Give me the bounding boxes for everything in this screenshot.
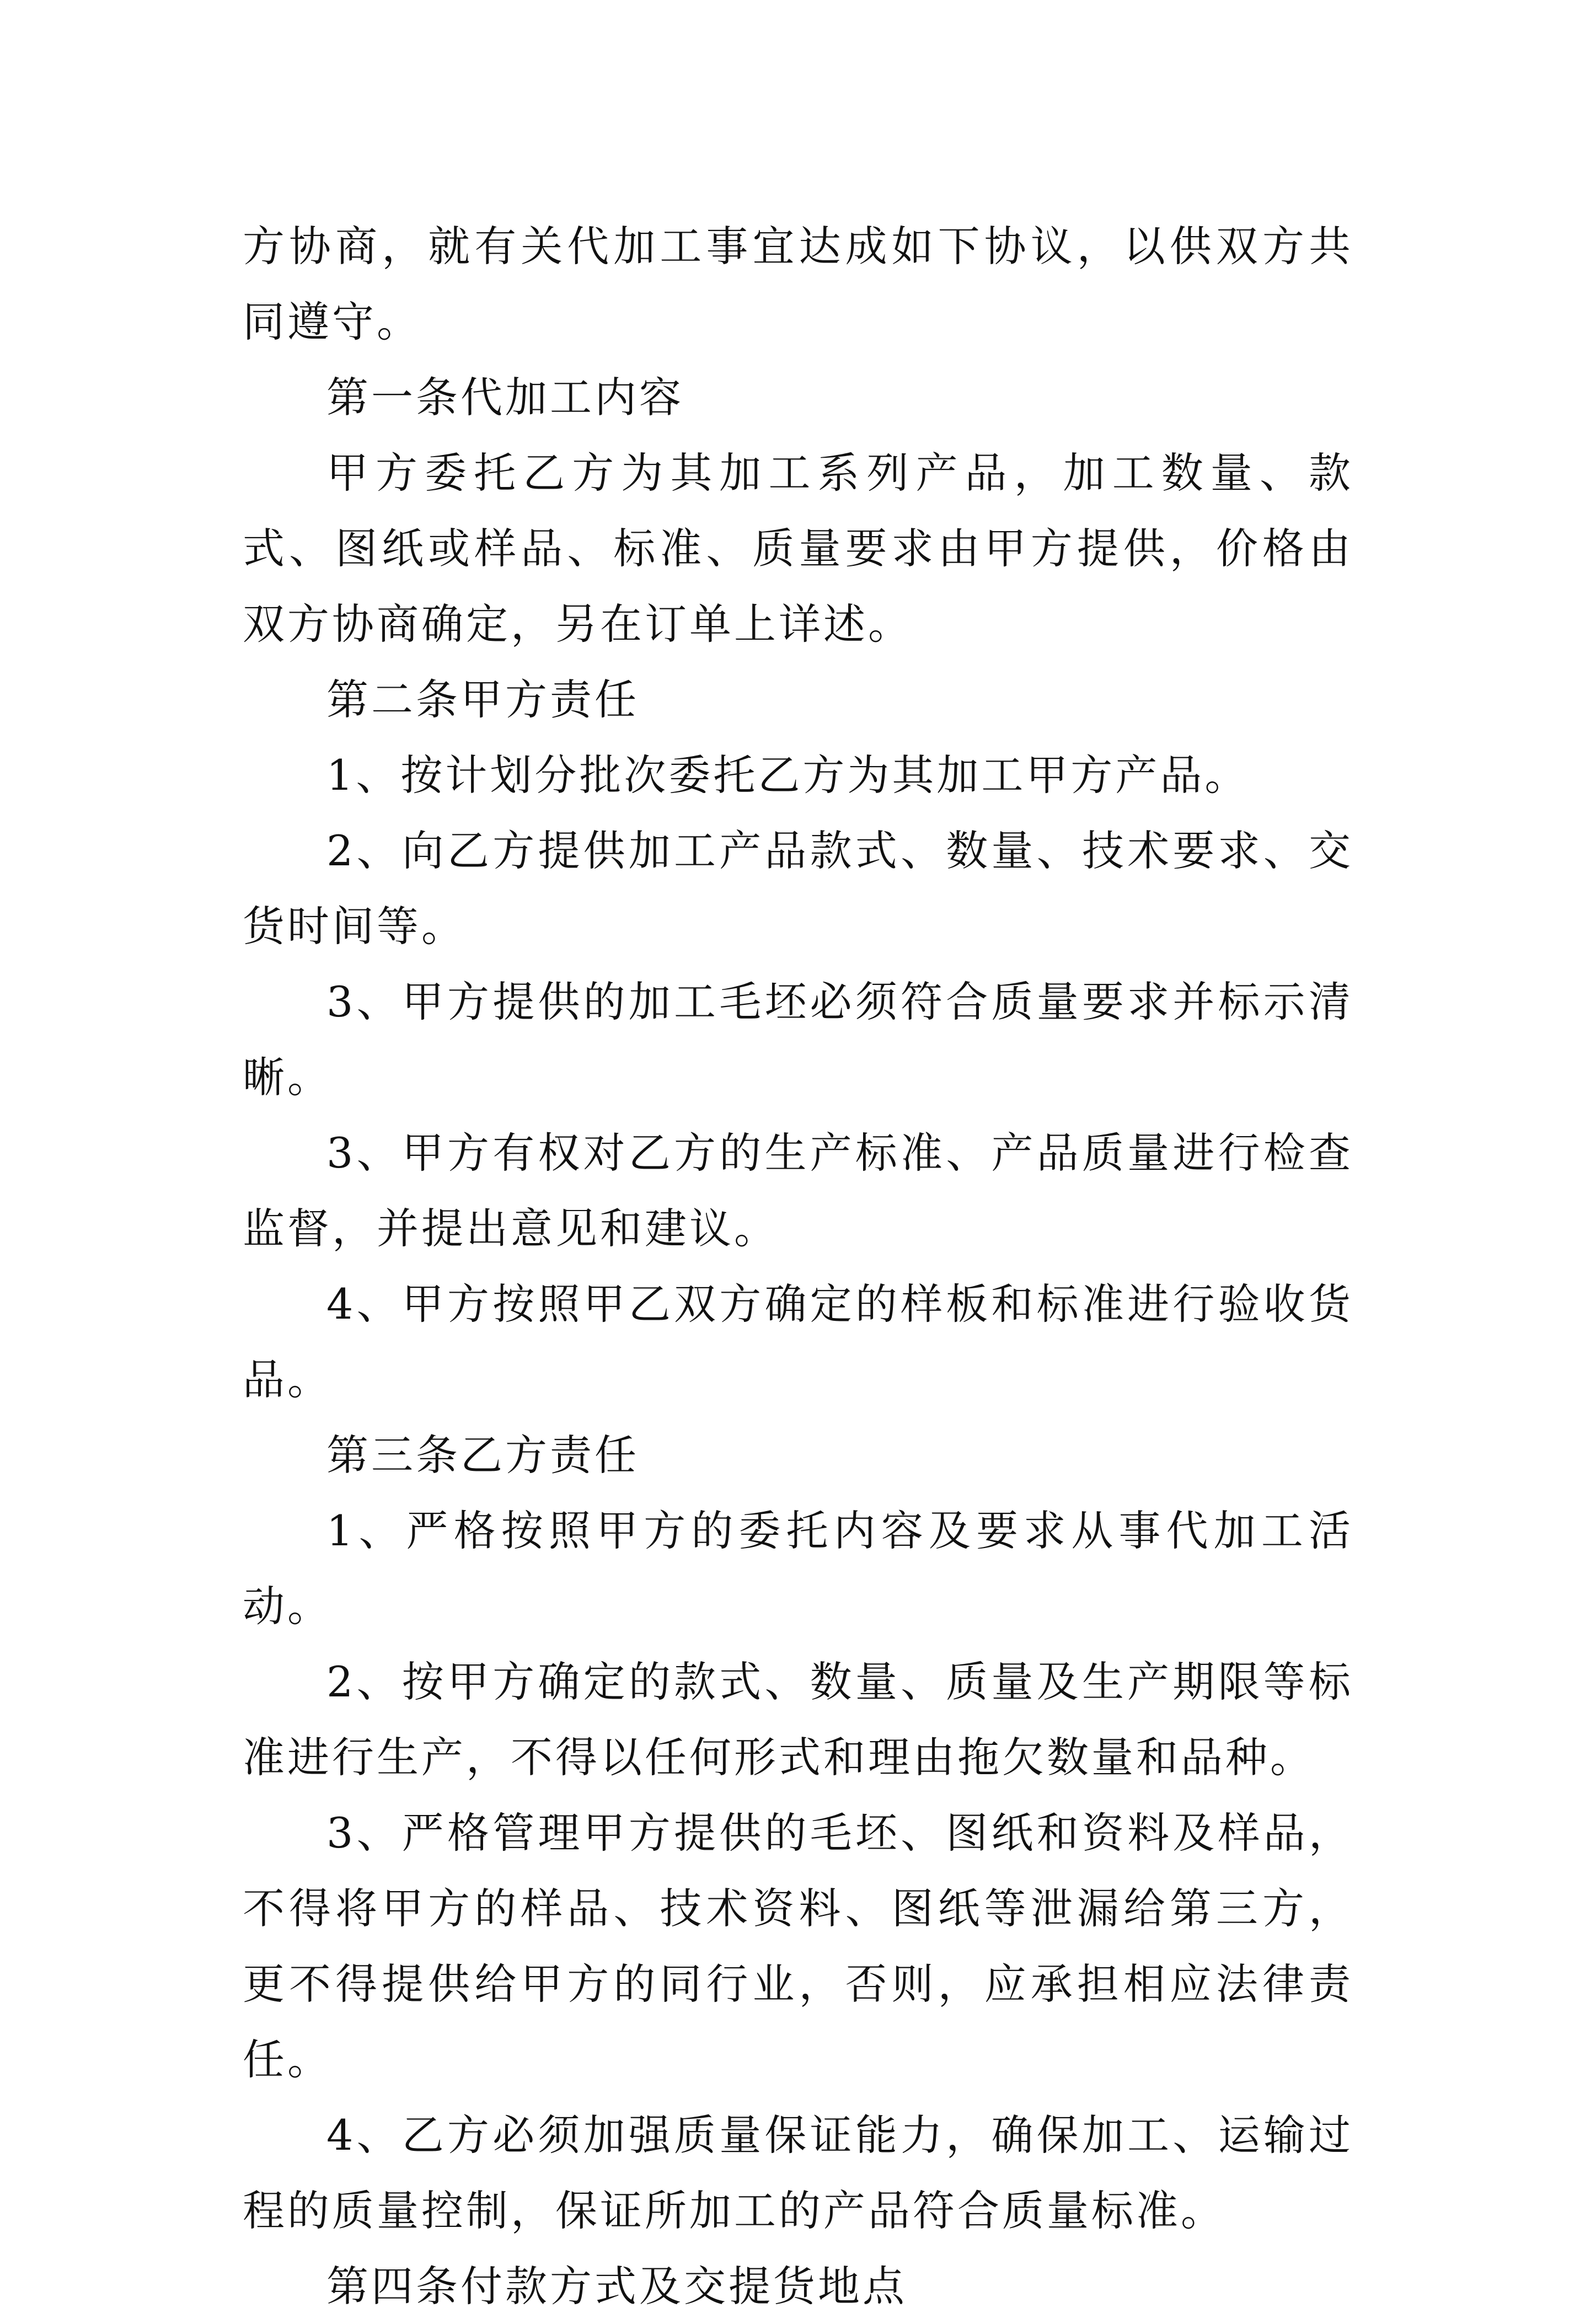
- clause-item: 3、甲方有权对乙方的生产标准、产品质量进行检查监督，并提出意见和建议。: [243, 1128, 1353, 1253]
- clause-item: 4、甲方按照甲乙双方确定的样板和标准进行验收货品。: [243, 1279, 1353, 1404]
- document-body: [243, 208, 1353, 2324]
- paragraph: 甲方委托乙方为其加工系列产品，加工数量、款式、图纸或样品、标准、质量要求由甲方提供，价格由双方协商确定，另在订单上详述。: [243, 448, 1353, 649]
- paragraph: 方协商，就有关代加工事宜达成如下协议，以供双方共同遵守。: [243, 222, 1353, 346]
- section-heading: 第三条乙方责任: [326, 1431, 639, 1480]
- clause-item: 1、按计划分批次委托乙方为其加工甲方产品。: [326, 751, 1250, 800]
- clause-item: 3、甲方提供的加工毛坯必须符合质量要求并标示清晰。: [243, 977, 1353, 1102]
- section-heading: 第二条甲方责任: [326, 675, 639, 724]
- clause-item: 2、向乙方提供加工产品款式、数量、技术要求、交货时间等。: [243, 826, 1353, 951]
- section-heading: 第四条付款方式及交提货地点: [326, 2262, 907, 2311]
- clause-item: 1、严格按照甲方的委托内容及要求从事代加工活动。: [243, 1506, 1353, 1631]
- clause-item: 3、严格管理甲方提供的毛坯、图纸和资料及样品，不得将甲方的样品、技术资料、图纸等泄漏给第三方，更不得提供给甲方的同行业，否则，应承担相应法律责任。: [243, 1808, 1353, 2084]
- clause-item: 4、乙方必须加强质量保证能力，确保加工、运输过程的质量控制，保证所加工的产品符合质量标准。: [243, 2111, 1353, 2235]
- section-heading: 第一条代加工内容: [326, 373, 684, 422]
- clause-item: 2、按甲方确定的款式、数量、质量及生产期限等标准进行生产，不得以任何形式和理由拖欠数量和品种。: [243, 1657, 1353, 1782]
